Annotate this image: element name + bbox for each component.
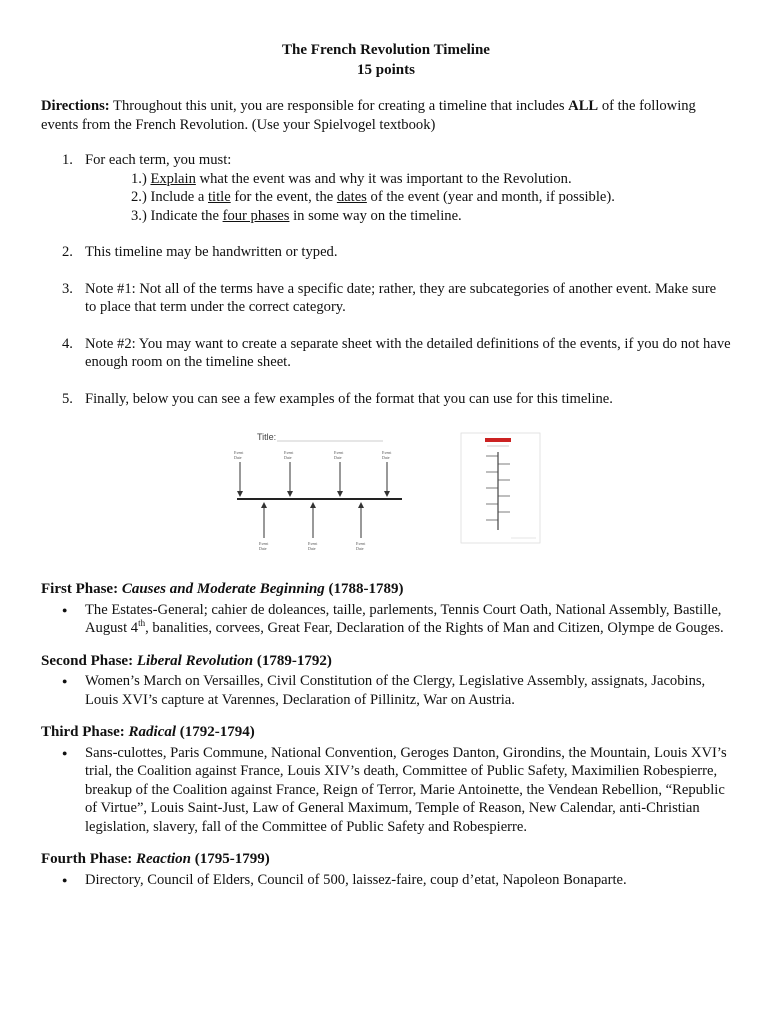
phase-label: Second Phase: [41, 652, 137, 669]
vertical-timeline-header-bar [485, 438, 511, 442]
svg-text:Event: Event [356, 541, 366, 546]
instruction-list [41, 151, 731, 408]
svg-text:Date: Date [308, 546, 316, 551]
phase-name: Causes and Moderate Beginning [121, 581, 325, 597]
instruction-text: Note #1: Not all of the terms have a specific date; rather, they are subcategories of another event. Make sure to place that term under the correct category. [85, 280, 717, 315]
event-marker-bottom [356, 505, 366, 551]
instruction-number: 5. [62, 390, 73, 407]
svg-text:Event: Event [334, 450, 344, 455]
sub-instruction-keyword: four phases [222, 207, 290, 224]
sub-instruction-prefix: 3.) Indicate the [131, 207, 223, 224]
svg-text:Event: Event [234, 450, 244, 455]
phase-years: (1792-1794) [176, 724, 255, 740]
directions-text-b: of the following events from the French Revolution. (Use your Spielvogel textbook) [41, 98, 696, 133]
phase-label: First Phase: [41, 581, 122, 597]
phase-label: Fourth Phase: [41, 851, 136, 867]
phase-heading [41, 850, 731, 869]
phase-name: Radical [128, 724, 177, 740]
event-marker-top [334, 450, 344, 494]
instruction-item [41, 280, 731, 317]
instruction-text: For each term, you must: [85, 152, 232, 168]
svg-text:Event: Event [259, 541, 269, 546]
instruction-number: 2. [62, 244, 73, 260]
phase-section [41, 850, 731, 889]
instruction-item [41, 243, 731, 262]
svg-text:Event: Event [382, 450, 392, 455]
phase-years: (1788-1789) [324, 581, 404, 597]
svg-text:Date: Date [334, 455, 342, 460]
sub-instruction-middle: for the event, the [230, 189, 337, 205]
sub-instruction-prefix: 2.) Include a [131, 189, 208, 205]
phase-years: (1795-1799) [191, 851, 270, 867]
vertical-timeline-example [461, 433, 540, 543]
instruction-item [41, 335, 731, 372]
phase-heading [41, 652, 731, 671]
phase-name: Liberal Revolution [136, 652, 254, 669]
svg-text:Date: Date [234, 455, 242, 460]
phase-section [41, 580, 731, 638]
instruction-item [41, 390, 731, 409]
phase-terms: ● Sans-culottes, Paris Commune, National Convention, Geroges Danton, Girondins, the Mountain, Louis XVI’s trial, the Coalition against France, Louis XIV’s death, Committee of Public Safety, Maximilien Robespierre, breakup of the Coalition against France, Reign of Terror, Marie Antoinette, the Vendean Rebellion, “Republic of Virtue”, Louis Saint-Just, Law of General Maximum, Temple of Reason, New Calendar, anti-Christian legislation, slavery, fall of the Committee of Public Safety and Robespierre. [41, 744, 731, 837]
sub-instruction [85, 207, 731, 226]
svg-text:Event: Event [284, 450, 294, 455]
phase-heading [41, 580, 731, 599]
phase-name: Reaction [136, 851, 191, 867]
svg-text:Date: Date [356, 546, 364, 551]
instruction-text: This timeline may be handwritten or typed. [85, 244, 338, 260]
points-label: 15 points [357, 62, 415, 78]
document-page [41, 40, 731, 889]
phase-heading [41, 723, 731, 742]
svg-text:Date: Date [382, 455, 390, 460]
directions-all: ALL [568, 98, 599, 114]
sub-instruction-keyword: dates [336, 189, 367, 205]
event-marker-bottom [308, 505, 318, 551]
svg-text:Event: Event [308, 541, 318, 546]
directions-paragraph [41, 97, 731, 134]
instruction-text: Finally, below you can see a few examples of the format that you can use for this timeline. [85, 390, 613, 407]
horizontal-timeline-example [41, 426, 731, 566]
sub-instruction-keyword: title [208, 189, 231, 205]
example-title-label: Title: [257, 432, 277, 442]
phase-section [41, 652, 731, 710]
sub-instruction-keyword: Explain [150, 170, 196, 187]
sub-instruction-suffix: of the event (year and month, if possible). [366, 189, 615, 205]
event-marker-bottom [259, 505, 269, 551]
document-header [41, 40, 731, 80]
sub-instruction-suffix: what the event was and why it was important to the Revolution. [195, 170, 572, 187]
instruction-number: 1. [62, 152, 73, 168]
phase-label: Third Phase: [41, 724, 129, 740]
instruction-number: 3. [62, 280, 73, 297]
phase-terms: ● Directory, Council of Elders, Council of 500, laissez-faire, coup d’etat, Napoleon Bonaparte. [41, 871, 731, 890]
event-marker-top [382, 450, 392, 494]
svg-text:Date: Date [284, 455, 292, 460]
event-marker-top [234, 450, 244, 494]
svg-text:Date: Date [259, 546, 267, 551]
sub-instruction-suffix: in some way on the timeline. [289, 207, 462, 224]
sub-instruction [85, 188, 731, 207]
directions-text-a: Throughout this unit, you are responsible for creating a timeline that includes [109, 98, 569, 114]
event-marker-top [284, 450, 294, 494]
sub-instruction [85, 170, 731, 189]
sub-instruction-prefix: 1.) [131, 170, 151, 187]
instruction-text: Note #2: You may want to create a separate sheet with the detailed definitions of the events, if you do not have enough room on the timeline sheet. [85, 335, 731, 370]
phase-terms: ● Women’s March on Versailles, Civil Constitution of the Clergy, Legislative Assembly, assignats, Jacobins, Louis XVI’s capture at Varennes, Declaration of Pillinitz, War on Austria. [41, 672, 731, 709]
document-title: The French Revolution Timeline [282, 42, 490, 58]
phase-years: (1789-1792) [253, 652, 332, 669]
instruction-number: 4. [62, 335, 73, 352]
phase-section [41, 723, 731, 836]
directions-label: Directions: [41, 98, 110, 114]
instruction-item [41, 151, 731, 225]
phase-terms: ● The Estates-General; cahier de doleances, taille, parlements, Tennis Court Oath, National Assembly, Bastille, August 4th, banalities, corvees, Great Fear, Declaration of the Rights of Man and Citizen, Olympe de Gouges. [41, 601, 731, 638]
timeline-examples [41, 426, 731, 566]
